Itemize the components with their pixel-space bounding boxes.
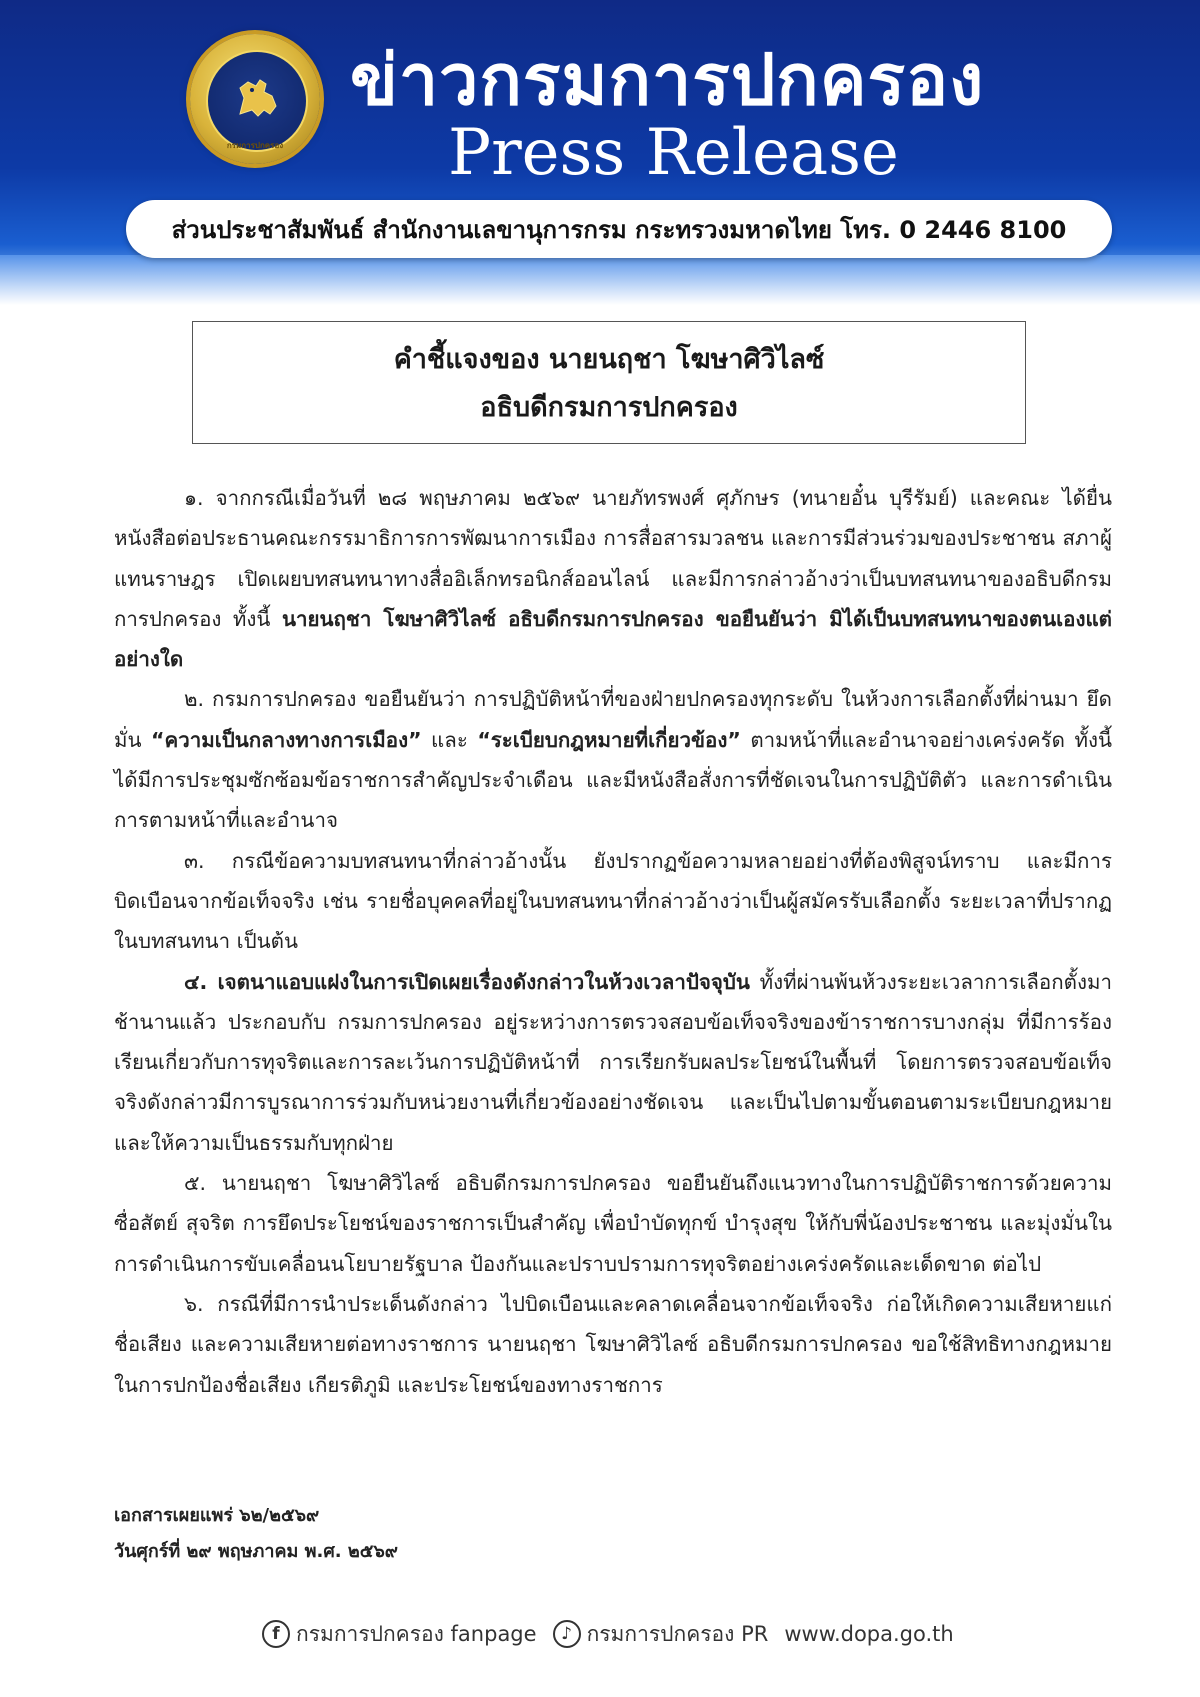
facebook-icon: f xyxy=(262,1620,290,1648)
paragraph-3: ๓. กรณีข้อความบทสนทนาที่กล่าวอ้างนั้น ยังปรากฏข้อความหลายอย่างที่ต้องพิสูจน์ทราบ และมีการบิดเบือนจากข้อเท็จจริง เช่น รายชื่อบุคคลที่อยู่ในบทสนทนาที่กล่าวอ้างว่าเป็นผู้สมัครรับเลือกตั้ง ระยะเวลาที่ปรากฏในบทสนทนา เป็นต้น xyxy=(114,848,1112,954)
paragraph-4-text: ทั้งที่ผ่านพ้นห้วงระยะเวลาการเลือกตั้งมาช้านานแล้ว ประกอบกับ กรมการปกครอง อยู่ระหว่างการตรวจสอบข้อเท็จจริงของข้าราชการบางกลุ่ม ที่มีการร้องเรียนเกี่ยวกับการทุจริตและการละเว้นการปฏิบัติหน้าที่ การเรียกรับผลประโยชน์ในพื้นที่ โดยการตรวจสอบข้อเท็จจริงดังกล่าวมีการบูรณาการร่วมกับหน่วยงานที่เกี่ยวข้องอย่างชัดเจน และเป็นไปตามขั้นตอนตามระเบียบกฎหมาย และให้ความเป็นธรรมกับทุกฝ่าย xyxy=(114,969,1112,1155)
paragraph-2-text-b: และ xyxy=(421,727,478,752)
paragraph-1-bold: นายนฤชา โฆษาศิวิไลซ์ อธิบดีกรมการปกครอง ขอยืนยันว่า มิได้เป็นบทสนทนาของตนเองแต่อย่างใด xyxy=(114,606,1112,672)
document-number: เอกสารเผยแพร่ ๖๒/๒๕๖๙ xyxy=(114,1505,320,1526)
paragraph-1-text: ๑. จากกรณีเมื่อวันที่ ๒๘ พฤษภาคม ๒๕๖๙ นายภัทรพงศ์ ศุภักษร (ทนายอั๋น บุรีรัมย์) และคณะ ได้ยื่นหนังสือต่อประธานคณะกรรมาธิการการพัฒนาการเมือง การสื่อสารมวลชน และการมีส่วนร่วมของประชาชน สภาผู้แทนราษฎร เปิดเผยบทสนทนาทางสื่ออิเล็กทรอนิกส์ออนไลน์ และมีการกล่าวอ้างว่าเป็นบทสนทนาของอธิบดีกรมการปกครอง ทั้งนี้ xyxy=(114,486,1112,631)
footer-links xyxy=(262,1614,1022,1654)
header-title-english: Press Release xyxy=(448,116,899,190)
department-seal-icon xyxy=(190,34,320,164)
paragraph-4-bold: ๔. เจตนาแอบแฝงในการเปิดเผยเรื่องดังกล่าวในห้วงเวลาปัจจุบัน xyxy=(184,969,750,994)
statement-title-line1: คำชี้แจงของ นายนฤชา โฆษาศิวิไลซ์ xyxy=(393,344,825,375)
paragraph-1 xyxy=(114,478,1112,679)
paragraph-2-text-c: ตามหน้าที่และอำนาจอย่างเคร่งครัด ทั้งนี้ ได้มีการประชุมซักซ้อมข้อราชการสำคัญประจำเดือน และมีหนังสือสั่งการที่ชัดเจนในการปฏิบัติตัว และการดำเนินการตามหน้าที่และอำนาจ xyxy=(114,727,1112,833)
seal-text: กรมการปกครอง xyxy=(226,141,284,150)
statement-title-box xyxy=(192,321,1026,444)
press-release-header xyxy=(0,0,1200,305)
paragraph-4 xyxy=(114,962,1112,1163)
document-meta xyxy=(114,1498,714,1570)
statement-body xyxy=(114,478,1112,1405)
tiktok-icon: ♪ xyxy=(553,1620,581,1648)
paragraph-2-bold-a: “ความเป็นกลางทางการเมือง” xyxy=(151,727,422,752)
lion-emblem-icon xyxy=(230,70,286,126)
facebook-link[interactable]: กรมการปกครอง fanpage xyxy=(296,1621,537,1646)
header-title-thai: ข่าวกรมการปกครอง xyxy=(350,39,985,121)
header-glow xyxy=(0,255,1200,305)
paragraph-2-text-a: ๒. กรมการปกครอง ขอยืนยันว่า การปฏิบัติหน้าที่ของฝ่ายปกครองทุกระดับ ในห้วงการเลือกตั้งที่ผ่านมา ยึดมั่น xyxy=(114,687,1112,752)
paragraph-6: ๖. กรณีที่มีการนำประเด็นดังกล่าว ไปบิดเบือนและคลาดเคลื่อนจากข้อเท็จจริง ก่อให้เกิดความเสียหายแก่ชื่อเสียง และความเสียหายต่อทางราชการ นายนฤชา โฆษาศิวิไลซ์ อธิบดีกรมการปกครอง ขอใช้สิทธิทางกฎหมายในการปกป้องชื่อเสียง เกียรติภูมิ และประโยชน์ของทางราชการ xyxy=(114,1291,1112,1397)
statement-title-line2: อธิบดีกรมการปกครอง xyxy=(480,392,738,423)
contact-info: ส่วนประชาสัมพันธ์ สำนักงานเลขานุการกรม กระทรวงมหาดไทย โทร. 0 2446 8100 xyxy=(126,200,1112,258)
document-date: วันศุกร์ที่ ๒๙ พฤษภาคม พ.ศ. ๒๕๖๙ xyxy=(114,1541,398,1562)
website-link[interactable]: www.dopa.go.th xyxy=(784,1622,954,1646)
tiktok-link[interactable]: กรมการปกครอง PR xyxy=(586,1621,769,1646)
paragraph-5: ๕. นายนฤชา โฆษาศิวิไลซ์ อธิบดีกรมการปกครอง ขอยืนยันถึงแนวทางในการปฏิบัติราชการด้วยความซื่อสัตย์ สุจริต การยึดประโยชน์ของราชการเป็นสำคัญ เพื่อบำบัดทุกข์ บำรุงสุข ให้กับพี่น้องประชาชน และมุ่งมั่นในการดำเนินการขับเคลื่อนนโยบายรัฐบาล ป้องกันและปราบปรามการทุจริตอย่างเคร่งครัดและเด็ดขาด ต่อไป xyxy=(114,1171,1112,1276)
seal-inner xyxy=(206,50,308,152)
paragraph-2 xyxy=(114,679,1112,840)
paragraph-2-bold-b: “ระเบียบกฎหมายที่เกี่ยวข้อง” xyxy=(477,727,741,752)
